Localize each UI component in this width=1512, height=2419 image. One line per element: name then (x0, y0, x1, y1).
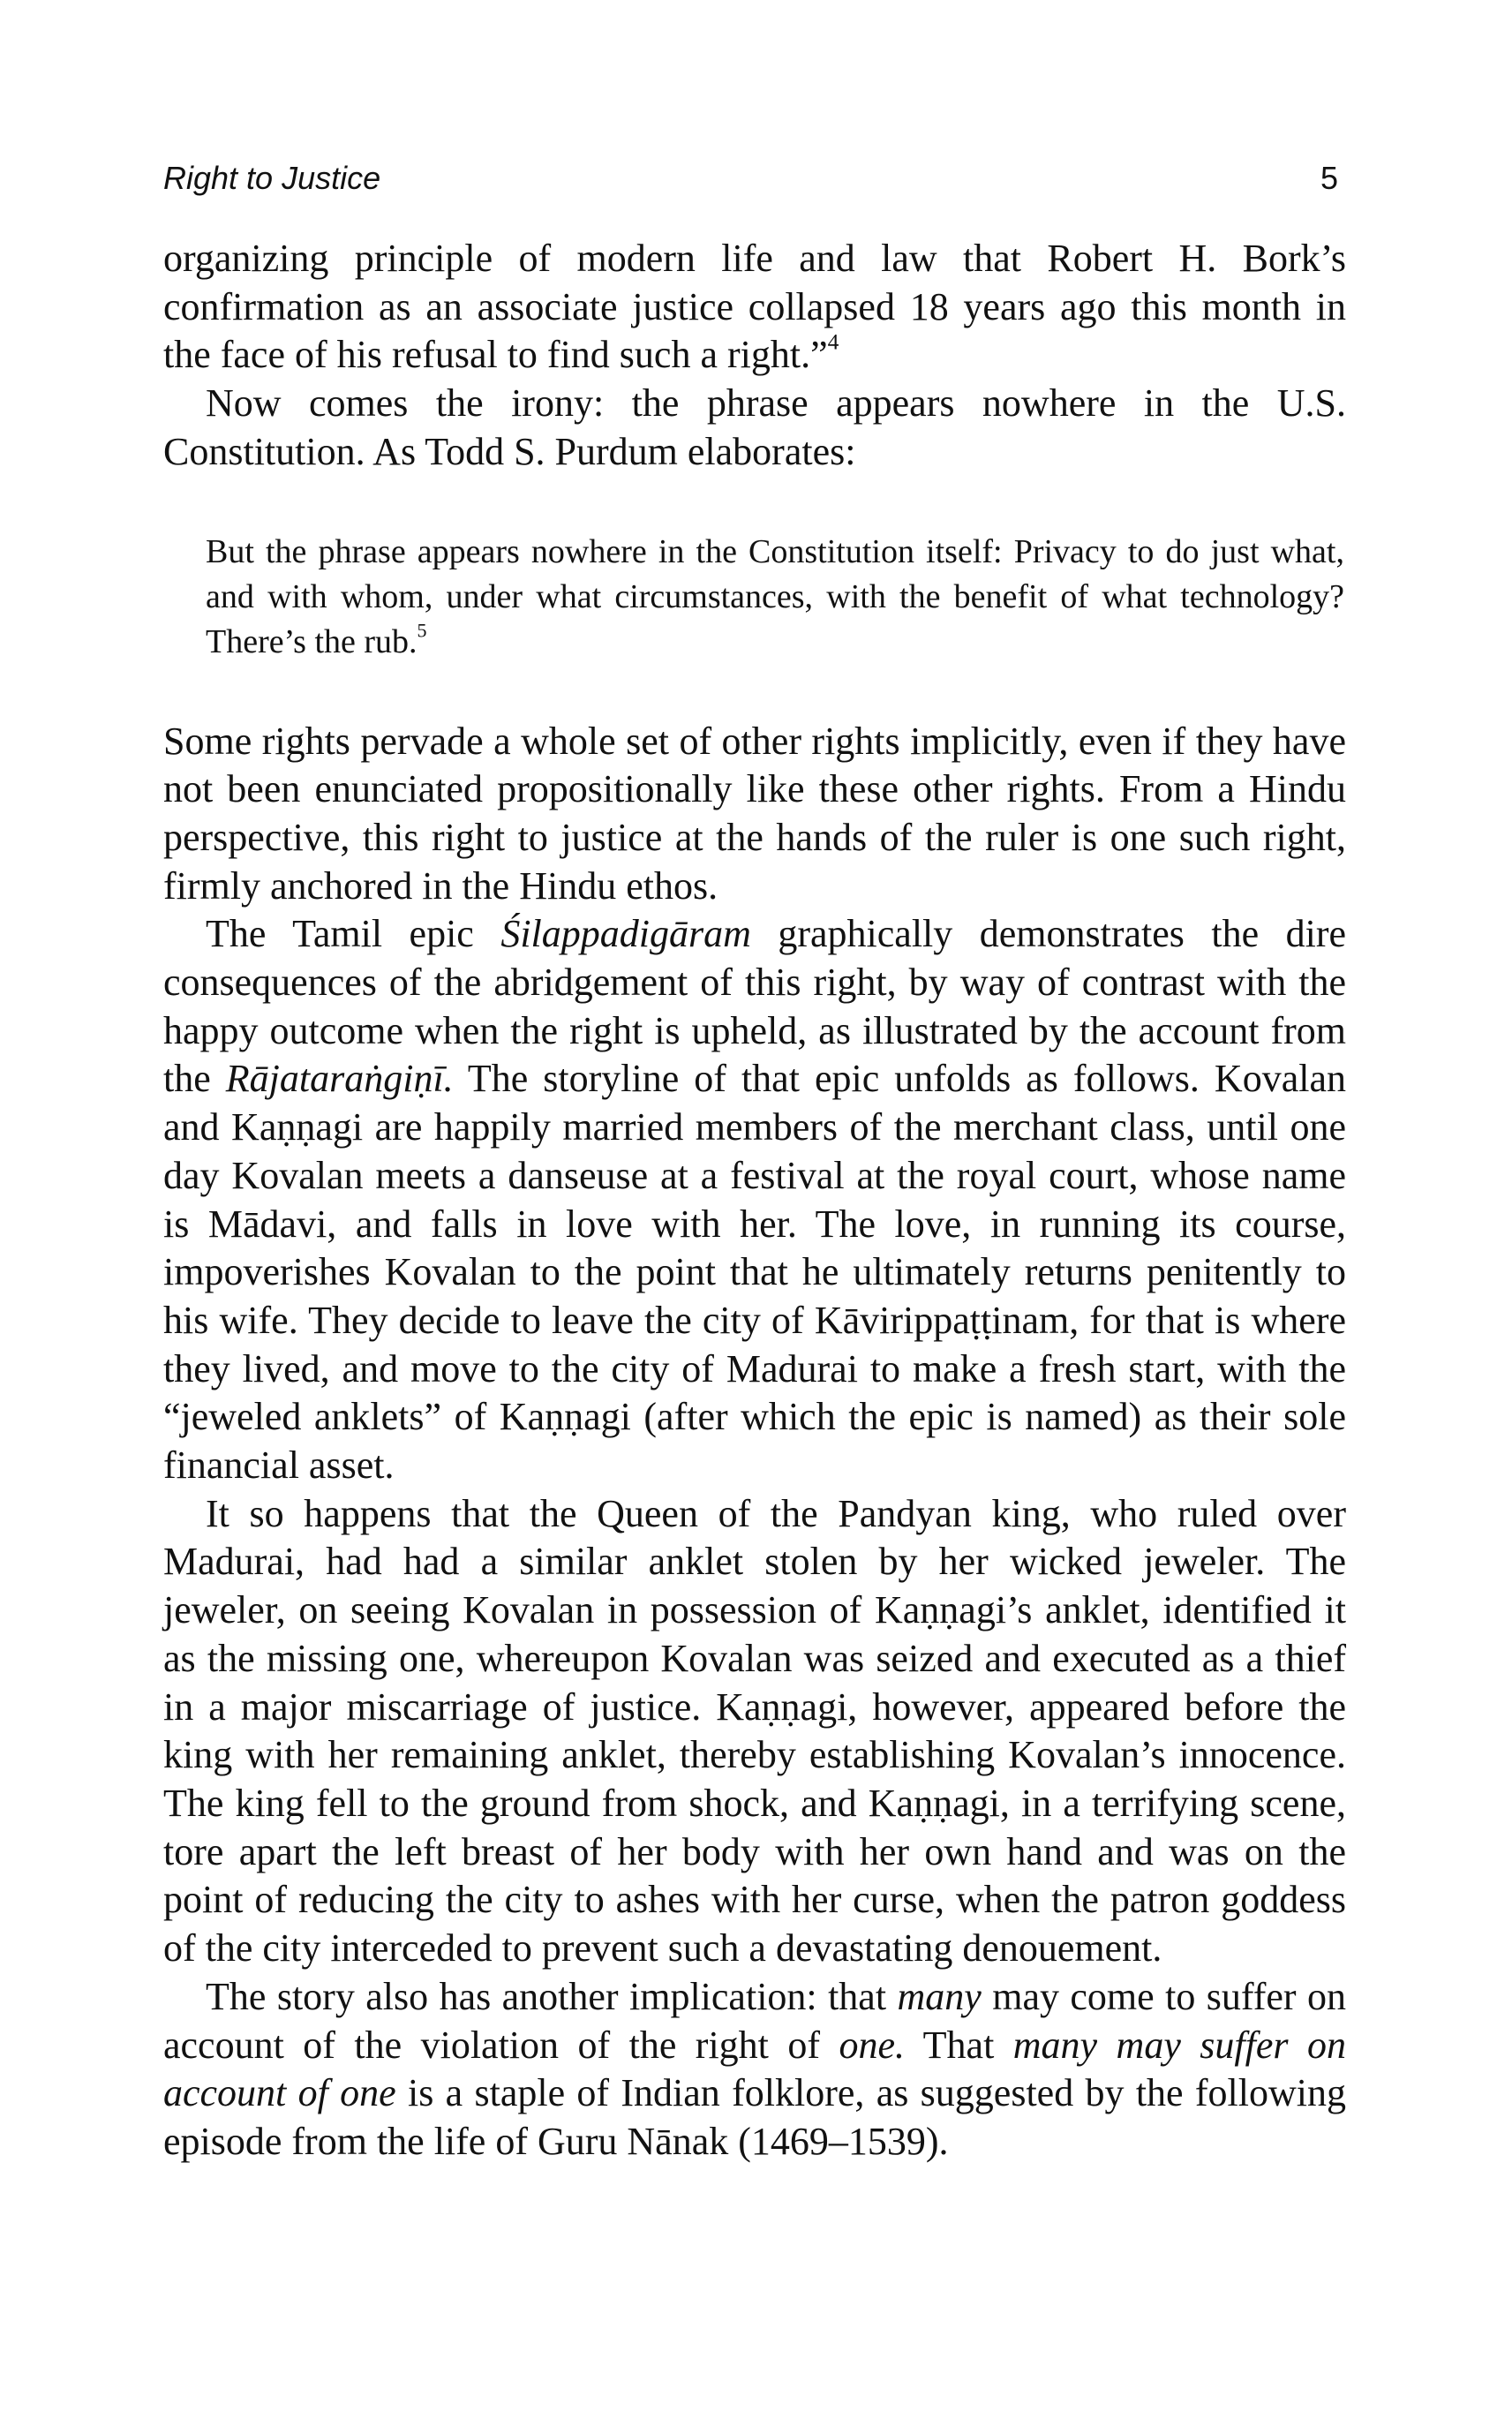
emphasis-one: one. (839, 2023, 906, 2067)
footnote-ref-5: 5 (417, 618, 427, 641)
paragraph-epic (163, 910, 1346, 1489)
paragraph-text: The Tamil epic (206, 912, 501, 956)
footnote-ref-4: 4 (827, 329, 839, 355)
paragraph-text: The story also has another implication: that (206, 1974, 898, 2018)
epic-title-silappadigaram: Śilappadigāram (500, 912, 751, 956)
quote-text: But the phrase appears nowhere in the Constitution itself: Privacy to do just what, and with whom, under what circumstances, with the benefit of what technology? There’s the rub. (206, 532, 1344, 660)
work-title-rajatarangini: Rājataraṅgiṇī. (225, 1057, 454, 1101)
paragraph-text: The storyline of that epic unfolds as follows. Kovalan and Kaṇṇagi are happily married members of the merchant class, until one day Kovalan meets a danseuse at a festival at the royal court, whose name is Mādavi, and falls in love with her. The love, in running its course, impoverishes Kovalan to the point that he ultimately returns penitently to his wife. They decide to leave the city of Kāvirippaṭṭinam, for that is where they lived, and move to the city of Madurai to make a fresh start, with the “jeweled anklets” of Kaṇṇagi (after which the epic is named) as their sole financial asset. (163, 1057, 1346, 1488)
paragraph-implication (163, 1973, 1346, 2167)
page-number: 5 (1320, 160, 1338, 196)
paragraph-irony: Now comes the irony: the phrase appears nowhere in the U.S. Constitution. As Todd S. Purdum elaborates: (163, 381, 1346, 473)
paragraph-text: organizing principle of modern life and law that Robert H. Bork’s confirmation as an associate justice collapsed 18 years ago this month in the face of his refusal to find such a right.” (163, 237, 1346, 377)
emphasis-phrase: many may suffer on account of one (163, 2023, 1346, 2115)
paragraph-text: is a staple of Indian folklore, as suggested by the following episode from the life of Guru Nānak (1469–1539). (163, 2071, 1346, 2163)
block-quote (206, 530, 1344, 665)
paragraph-text: That (905, 2023, 1013, 2067)
paragraph-continued (163, 235, 1346, 380)
running-head: Right to Justice (163, 160, 381, 196)
page-body (163, 235, 1346, 2167)
paragraph-text: graphically demonstrates the dire consequences of the abridgement of this right, by way of contrast with the happy outcome when the right is upheld, as illustrated by the account from the (163, 912, 1346, 1101)
paragraph-queen: It so happens that the Queen of the Pandyan king, who ruled over Madurai, had had a similar anklet stolen by her wicked jeweler. The jeweler, on seeing Kovalan in possession of Kaṇṇagi’s anklet, identified it as the missing one, whereupon Kovalan was seized and executed as a thief in a major miscarriage of justice. Kaṇṇagi, however, appeared before the king with her remaining anklet, thereby establishing Kovalan’s innocence. The king fell to the ground from shock, and Kaṇṇagi, in a terrifying scene, tore apart the left breast of her body with her own hand and was on the point of reducing the city to ashes with her curse, when the patron goddess of the city interceded to prevent such a devastating denouement. (163, 1491, 1346, 1971)
paragraph-rights: Some rights pervade a whole set of other rights implicitly, even if they have not been enunciated propositionally like these other rights. From a Hindu perspective, this right to justice at the hands of the ruler is one such right, firmly anchored in the Hindu ethos. (163, 719, 1346, 908)
block-quote-text (206, 530, 1344, 665)
emphasis-many: many (897, 1974, 982, 2018)
paragraph-text: may come to suffer on account of the violation of the right of (163, 1974, 1347, 2067)
